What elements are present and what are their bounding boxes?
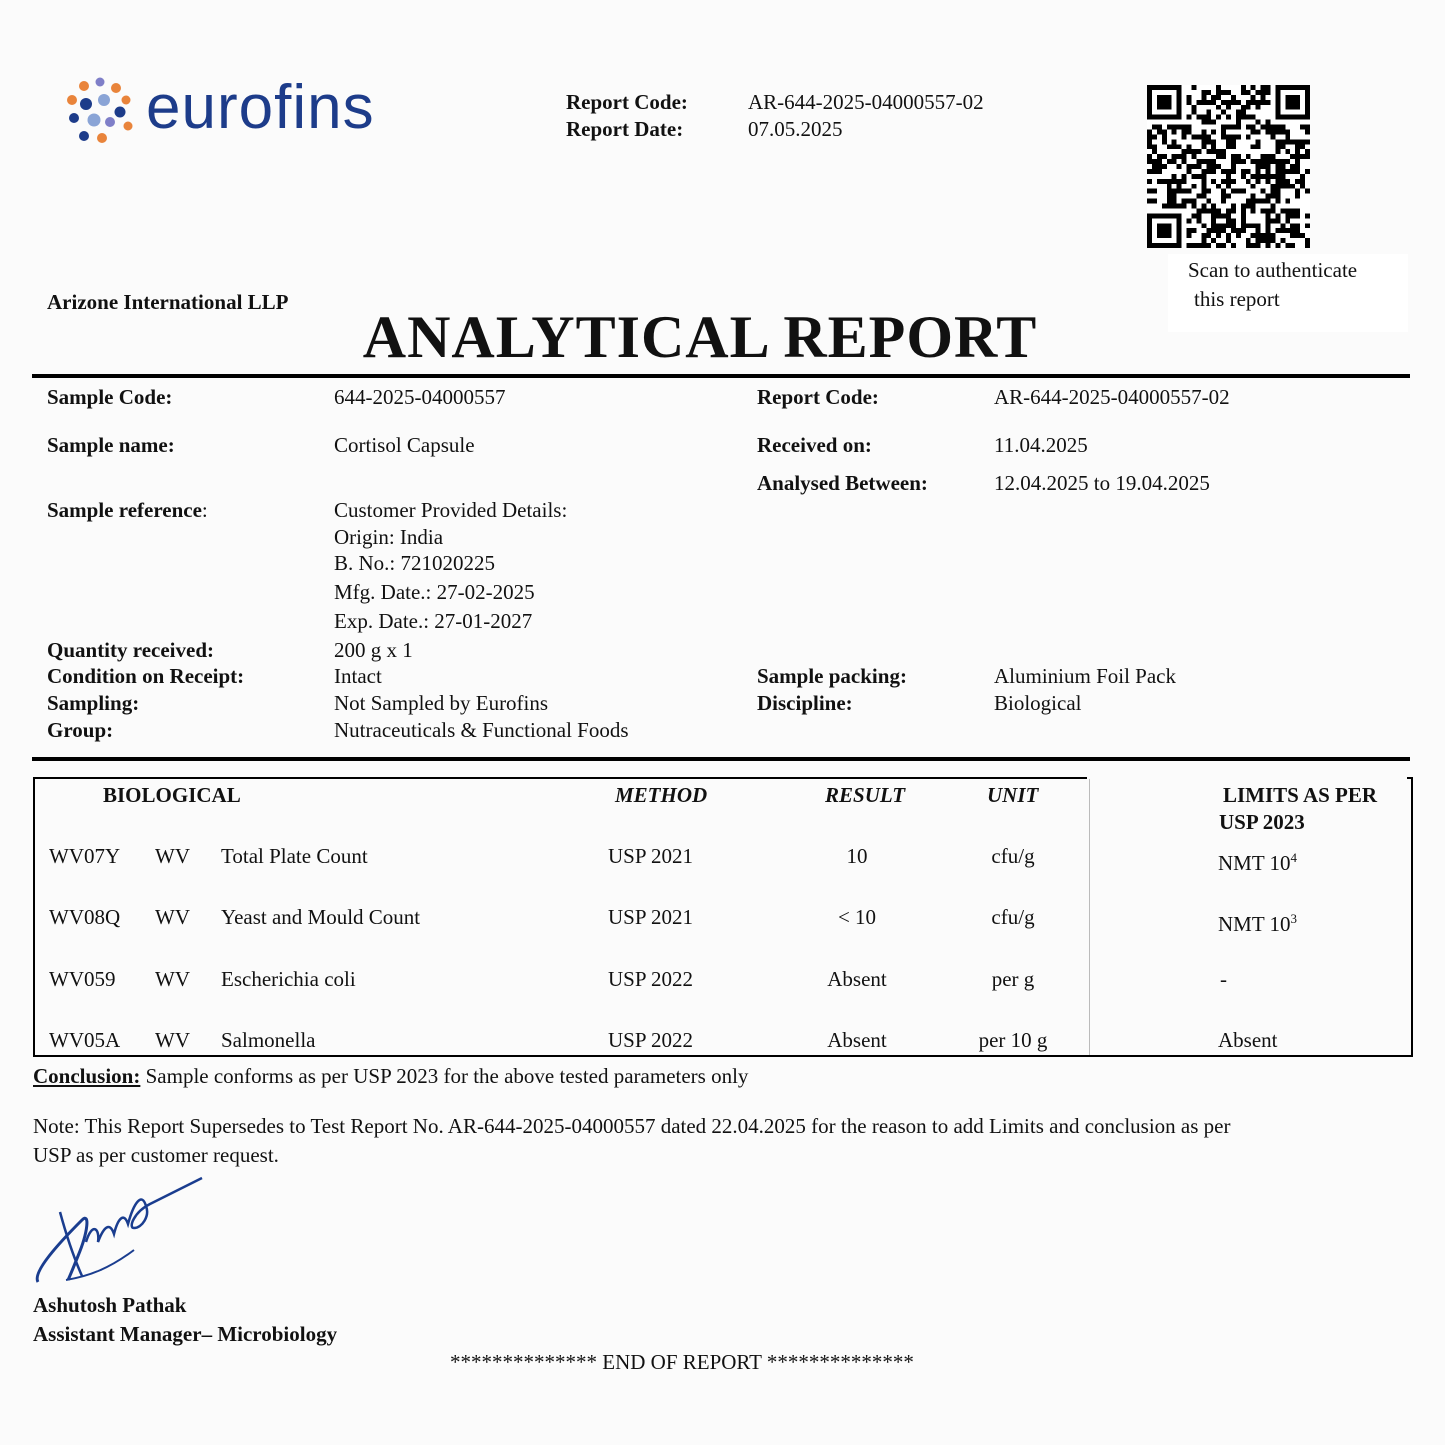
section-heading: BIOLOGICAL	[103, 783, 241, 807]
header-report-code: AR-644-2025-04000557-02	[748, 90, 984, 114]
packing-value: Aluminium Foil Pack	[994, 664, 1177, 688]
sample-reference-line: Mfg. Date.: 27-02-2025	[334, 580, 535, 604]
quantity-value: 200 g x 1	[334, 638, 413, 662]
page-title: ANALYTICAL REPORT	[362, 304, 1038, 370]
row-code: WV059	[49, 967, 116, 991]
row-method: USP 2021	[608, 844, 693, 868]
sample-reference-label-text: Sample reference	[47, 498, 202, 522]
quantity-label: Quantity received:	[47, 638, 214, 662]
condition-label: Condition on Receipt:	[47, 664, 245, 688]
sample-reference-line: Exp. Date.: 27-01-2027	[334, 609, 533, 633]
row-result: Absent	[827, 1028, 887, 1052]
sample-name-label: Sample name:	[47, 433, 175, 457]
row-limit: Absent	[1218, 1028, 1278, 1052]
limit-exponent: 3	[1290, 911, 1298, 926]
sample-reference-label	[47, 497, 208, 523]
row-test: Escherichia coli	[221, 967, 356, 991]
sample-reference-line: Customer Provided Details:	[334, 498, 568, 522]
sample-reference-colon: :	[201, 498, 208, 522]
limit-text: NMT 10	[1218, 912, 1291, 936]
header-report-date-label: Report Date:	[566, 117, 684, 141]
row-result: Absent	[827, 967, 887, 991]
row-code: WV07Y	[49, 844, 121, 868]
row-result: 10	[846, 844, 868, 868]
report-code-value: AR-644-2025-04000557-02	[994, 385, 1230, 409]
row-lab: WV	[155, 905, 190, 929]
column-header-limits: LIMITS AS PER	[1223, 783, 1378, 807]
details-divider	[32, 757, 1410, 761]
packing-label: Sample packing:	[757, 664, 907, 688]
row-limit: -	[1220, 967, 1227, 991]
row-test: Salmonella	[221, 1028, 316, 1052]
qr-caption-line2: this report	[1194, 287, 1280, 311]
row-result: < 10	[837, 905, 877, 929]
results-table	[33, 777, 1413, 1057]
condition-value: Intact	[334, 664, 382, 688]
row-code: WV08Q	[49, 905, 121, 929]
row-unit: cfu/g	[991, 905, 1035, 929]
group-value: Nutraceuticals & Functional Foods	[334, 718, 629, 742]
end-of-report: ************** END OF REPORT **************	[450, 1350, 914, 1374]
conclusion-text: Sample conforms as per USP 2023 for the above tested parameters only	[140, 1064, 749, 1088]
row-limit	[1218, 845, 1297, 876]
top-divider	[32, 374, 1410, 378]
qr-caption-line1: Scan to authenticate	[1188, 258, 1358, 282]
conclusion	[33, 1063, 748, 1089]
row-code: WV05A	[49, 1028, 121, 1052]
sample-code-label: Sample Code:	[47, 385, 173, 409]
sample-reference-line: Origin: India	[334, 525, 444, 549]
row-limit	[1218, 906, 1297, 937]
column-header-method: METHOD	[615, 783, 708, 807]
received-label: Received on:	[757, 433, 872, 457]
note-line1: Note: This Report Supersedes to Test Report No. AR-644-2025-04000557 dated 22.04.2025 for the reason to add Limits and conclusion as per	[33, 1114, 1231, 1138]
analysed-label: Analysed Between:	[757, 471, 928, 495]
row-unit: per 10 g	[978, 1028, 1048, 1052]
limit-exponent: 4	[1290, 850, 1298, 865]
note-line2: USP as per customer request.	[33, 1143, 279, 1167]
row-unit: cfu/g	[991, 844, 1035, 868]
row-test: Total Plate Count	[221, 844, 368, 868]
signature-icon	[30, 1172, 210, 1292]
discipline-value: Biological	[994, 691, 1082, 715]
row-lab: WV	[155, 844, 190, 868]
signatory-name: Ashutosh Pathak	[33, 1293, 187, 1317]
client-name: Arizone International LLP	[47, 290, 289, 314]
row-method: USP 2021	[608, 905, 693, 929]
sample-name-value: Cortisol Capsule	[334, 433, 475, 457]
brand-name: eurofins	[146, 73, 375, 142]
sample-code-value: 644-2025-04000557	[334, 385, 506, 409]
row-test: Yeast and Mould Count	[221, 905, 421, 929]
signatory-title: Assistant Manager– Microbiology	[33, 1322, 338, 1346]
row-method: USP 2022	[608, 967, 693, 991]
row-method: USP 2022	[608, 1028, 693, 1052]
received-value: 11.04.2025	[994, 433, 1088, 457]
column-header-limits-line2: USP 2023	[1219, 810, 1305, 834]
qr-code-icon[interactable]	[1147, 85, 1310, 248]
group-label: Group:	[47, 718, 114, 742]
row-unit: per g	[991, 967, 1035, 991]
row-lab: WV	[155, 967, 190, 991]
sampling-value: Not Sampled by Eurofins	[334, 691, 549, 715]
column-header-unit: UNIT	[987, 783, 1039, 807]
analysed-value: 12.04.2025 to 19.04.2025	[994, 471, 1210, 495]
header-gap	[1087, 777, 1407, 779]
sample-reference-line: B. No.: 721020225	[334, 551, 496, 575]
conclusion-label: Conclusion:	[33, 1064, 141, 1088]
header-report-date: 07.05.2025	[748, 117, 843, 141]
report-code-label: Report Code:	[757, 385, 879, 409]
discipline-label: Discipline:	[757, 691, 853, 715]
eurofins-logo-icon	[64, 76, 136, 144]
header-report-code-label: Report Code:	[566, 90, 688, 114]
limit-text: NMT 10	[1218, 851, 1291, 875]
sampling-label: Sampling:	[47, 691, 140, 715]
row-lab: WV	[155, 1028, 190, 1052]
column-header-result: RESULT	[825, 783, 906, 807]
